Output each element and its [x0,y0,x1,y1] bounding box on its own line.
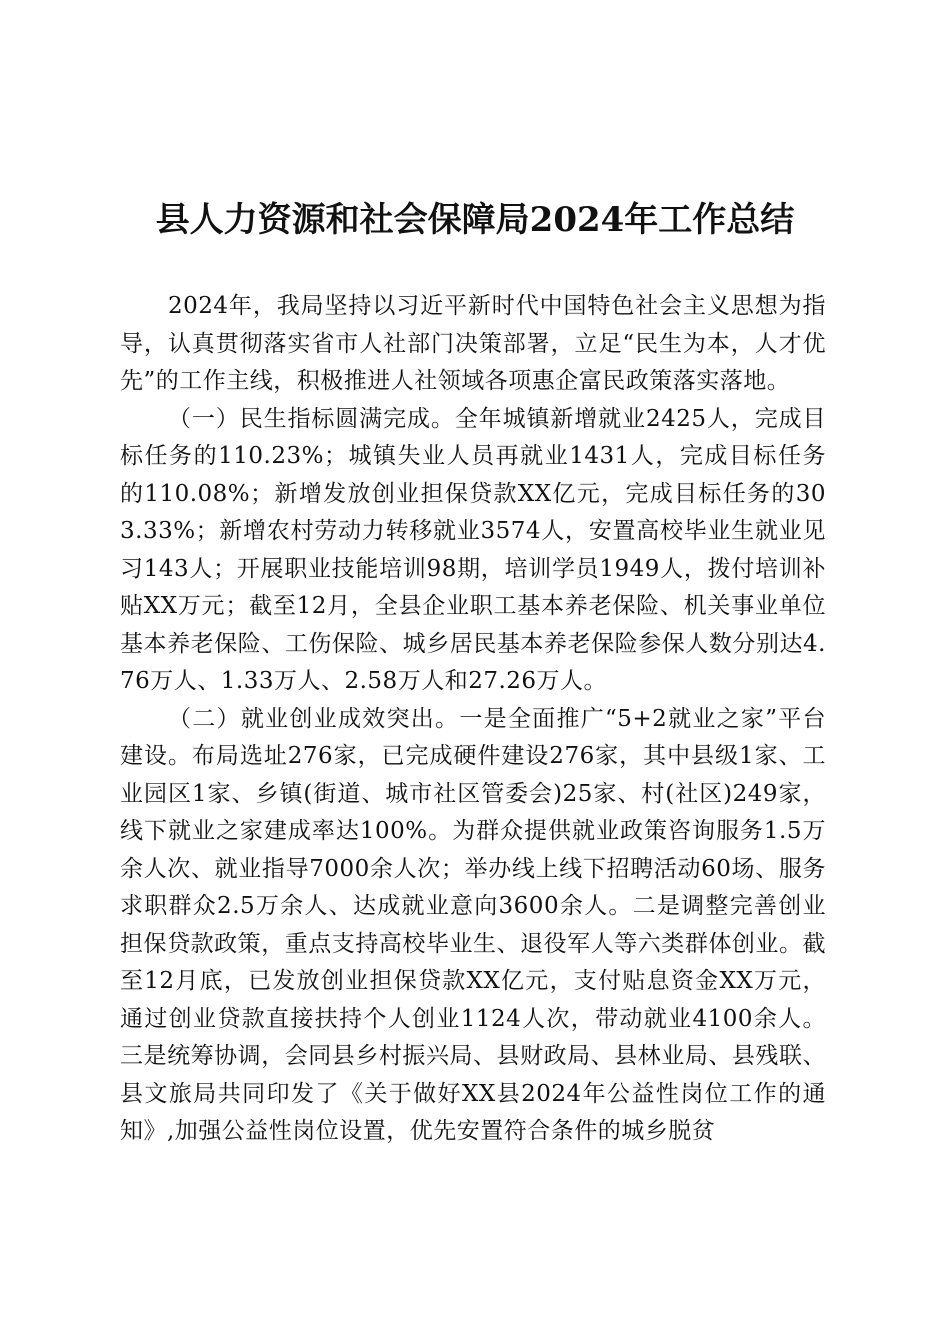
section-heading-1: （一）民生指标圆满完成。 [168,405,455,432]
paragraph-text: 一是全面推广“5+2就业之家”平台建设。布局选址276家，已完成硬件建设276家，其中县级1家、工业园区1家、乡镇(街道、城市社区管委会)25家、村(社区)249家，线下就业之家建成率达100%。为群众提供就业政策咨询服务1.5万余人次、就业指导7000余人次；举办线上线下招聘活动60场、服务求职群众2.5万余人、达成就业意向3600余人。二是调整完善创业担保贷款政策，重点支持高校毕业生、退役军人等六类群体创业。截至12月底，已发放创业担保贷款XX亿元，支付贴息资金XX万元，通过创业贷款直接扶持个人创业1124人次，带动就业4100余人。三是统筹协调，会同县乡村振兴局、县财政局、县林业局、县残联、县文旅局共同印发了《关于做好XX县2024年公益性岗位工作的通知》,加强公益性岗位设置，优先安置符合条件的城乡脱贫 [120,705,827,1144]
document-title: 县人力资源和社会保障局2024年工作总结 [155,200,795,240]
paragraph-text: 全年城镇新增就业2425人，完成目标任务的110.23%；城镇失业人员再就业1431人，完成目标任务的110.08%；新增发放创业担保贷款XX亿元，完成目标任务的303.33%；新增农村劳动力转移就业3574人，安置高校毕业生就业见习143人；开展职业技能培训98期，培训学员1949人，拨付培训补贴XX万元；截至12月，全县企业职工基本养老保险、机关事业单位基本养老保险、工伤保险、城乡居民基本养老保险参保人数分别达4.76万人、1.33万人、2.58万人和27.26万人。 [120,405,826,694]
section-heading-2: （二）就业创业成效突出。 [168,705,460,732]
paragraph-intro [120,288,826,401]
paragraph-section-2 [120,701,826,1151]
paragraph-section-1 [120,401,826,701]
paragraph-text: 2024年，我局坚持以习近平新时代中国特色社会主义思想为指导，认真贯彻落实省市人社部门决策部署，立足“民生为本，人才优先”的工作主线，积极推进人社领域各项惠企富民政策落实落地。 [120,293,826,394]
document-body [120,288,826,1151]
